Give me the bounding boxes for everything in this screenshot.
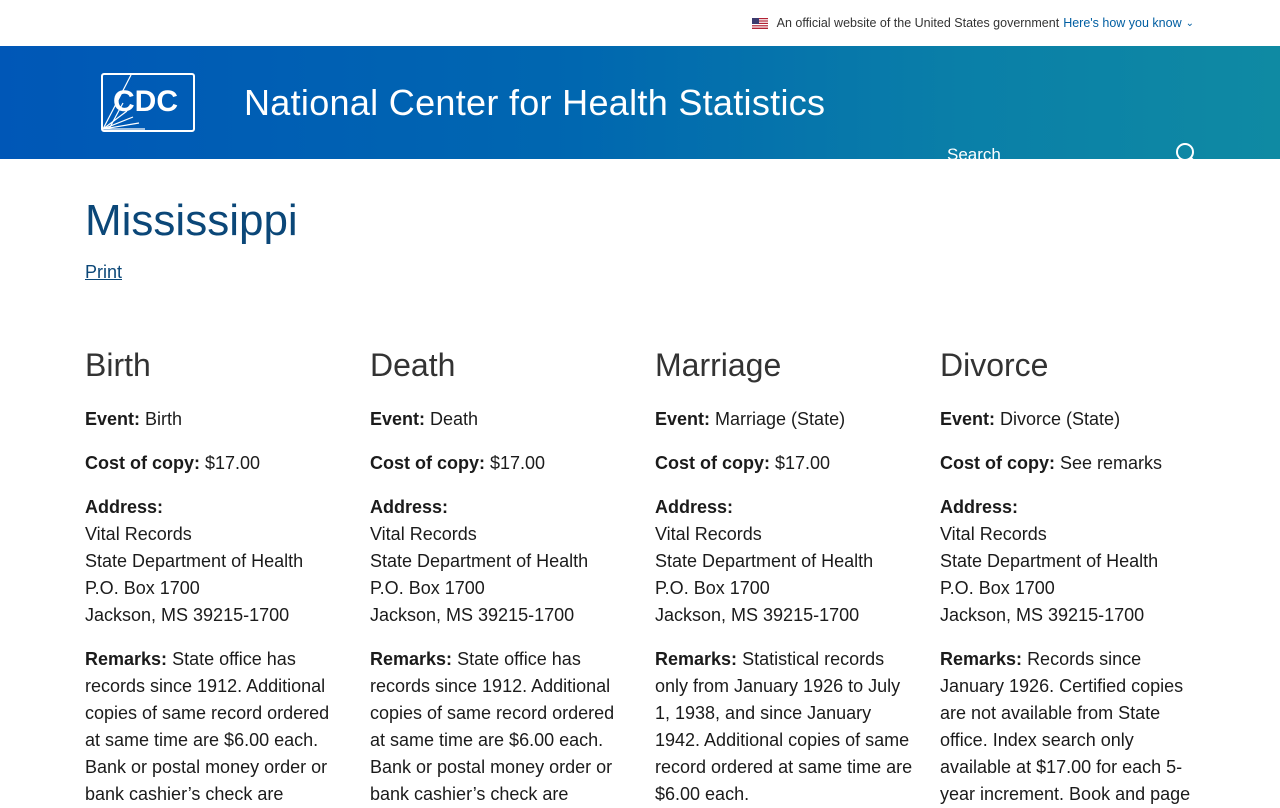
address-line: State Department of Health: [940, 551, 1159, 571]
print-link[interactable]: Print: [85, 262, 123, 282]
page-title: Mississippi: [85, 196, 298, 245]
address-line: Jackson, MS 39215-1700: [655, 605, 860, 625]
address-line: Vital Records: [940, 524, 1047, 544]
site-title[interactable]: National Center for Health Statistics: [244, 82, 826, 123]
site-header: [0, 46, 1280, 159]
event-field: [85, 406, 345, 433]
cdc-logo[interactable]: [101, 73, 195, 132]
event-field: [940, 406, 1200, 433]
remarks-field: [655, 646, 915, 808]
address-line: Vital Records: [655, 524, 762, 544]
record-heading: Divorce: [940, 347, 1049, 383]
remarks-label: Remarks:: [940, 649, 1023, 669]
cost-field: [655, 450, 915, 477]
cdc-logo-text: CDC: [113, 85, 178, 118]
address-line: P.O. Box 1700: [940, 578, 1055, 598]
remarks-label: Remarks:: [370, 649, 453, 669]
address-line: State Department of Health: [370, 551, 589, 571]
cost-field: [940, 450, 1200, 477]
event-value: Death: [430, 409, 479, 429]
record-marriage: [655, 345, 915, 808]
cost-field: [370, 450, 630, 477]
cost-label: Cost of copy:: [940, 453, 1055, 473]
address-line: Jackson, MS 39215-1700: [370, 605, 575, 625]
address-line: Jackson, MS 39215-1700: [940, 605, 1145, 625]
address-line: Vital Records: [370, 524, 477, 544]
event-field: [655, 406, 915, 433]
cost-label: Cost of copy:: [655, 453, 770, 473]
address-line: Jackson, MS 39215-1700: [85, 605, 290, 625]
cost-value: $17.00: [205, 453, 261, 473]
official-website-text: An official website of the United States government: [776, 16, 1060, 30]
event-label: Event:: [940, 409, 996, 429]
record-birth: [85, 345, 345, 808]
address-field: [940, 494, 1200, 629]
address-label: Address:: [370, 497, 449, 517]
search-input[interactable]: [934, 132, 1179, 178]
remarks-field: [940, 646, 1200, 808]
remarks-field: [85, 646, 345, 808]
record-heading: Birth: [85, 347, 151, 383]
chevron-down-icon[interactable]: ⌄: [1185, 17, 1194, 29]
address-line: P.O. Box 1700: [85, 578, 200, 598]
address-line: Vital Records: [85, 524, 192, 544]
heres-how-you-know-link[interactable]: Here's how you know: [1063, 16, 1182, 30]
event-value: Divorce (State): [1000, 409, 1121, 429]
address-label: Address:: [940, 497, 1019, 517]
address-line: P.O. Box 1700: [655, 578, 770, 598]
address-line: State Department of Health: [655, 551, 874, 571]
search-icon[interactable]: [1174, 141, 1200, 167]
event-field: [370, 406, 630, 433]
address-field: [370, 494, 630, 629]
remarks-value: State office has records since 1912. Additional copies of same record ordered at same time are $6.00 each. Bank or postal money order or bank cashier’s check are: [370, 649, 615, 804]
address-field: [85, 494, 345, 629]
remarks-value: Statistical records only from January 1926 to July 1, 1938, and since January 1942. Additional copies of same record ordered at same time are $6.00 each.: [655, 649, 913, 804]
remarks-field: [370, 646, 630, 808]
event-value: Birth: [145, 409, 183, 429]
search-box: [934, 132, 1210, 179]
cost-value: See remarks: [1060, 453, 1163, 473]
event-label: Event:: [85, 409, 141, 429]
cost-label: Cost of copy:: [85, 453, 200, 473]
record-heading: Death: [370, 347, 456, 383]
cost-field: [85, 450, 345, 477]
us-flag-icon: [752, 18, 768, 29]
cost-label: Cost of copy:: [370, 453, 485, 473]
address-line: State Department of Health: [85, 551, 304, 571]
remarks-label: Remarks:: [655, 649, 738, 669]
remarks-value: Records since January 1926. Certified copies are not available from State office. Index search only available at $17.00 for each 5-year increment. Book and page: [940, 649, 1191, 804]
cost-value: $17.00: [490, 453, 546, 473]
event-value: Marriage (State): [715, 409, 846, 429]
address-label: Address:: [85, 497, 164, 517]
address-label: Address:: [655, 497, 734, 517]
gov-banner: [0, 0, 1280, 46]
event-label: Event:: [655, 409, 711, 429]
record-death: [370, 345, 630, 808]
event-label: Event:: [370, 409, 426, 429]
record-heading: Marriage: [655, 347, 782, 383]
record-divorce: [940, 345, 1200, 808]
address-line: P.O. Box 1700: [370, 578, 485, 598]
cost-value: $17.00: [775, 453, 831, 473]
remarks-value: State office has records since 1912. Additional copies of same record ordered at same time are $6.00 each. Bank or postal money order or bank cashier’s check are: [85, 649, 330, 804]
address-field: [655, 494, 915, 629]
remarks-label: Remarks:: [85, 649, 168, 669]
